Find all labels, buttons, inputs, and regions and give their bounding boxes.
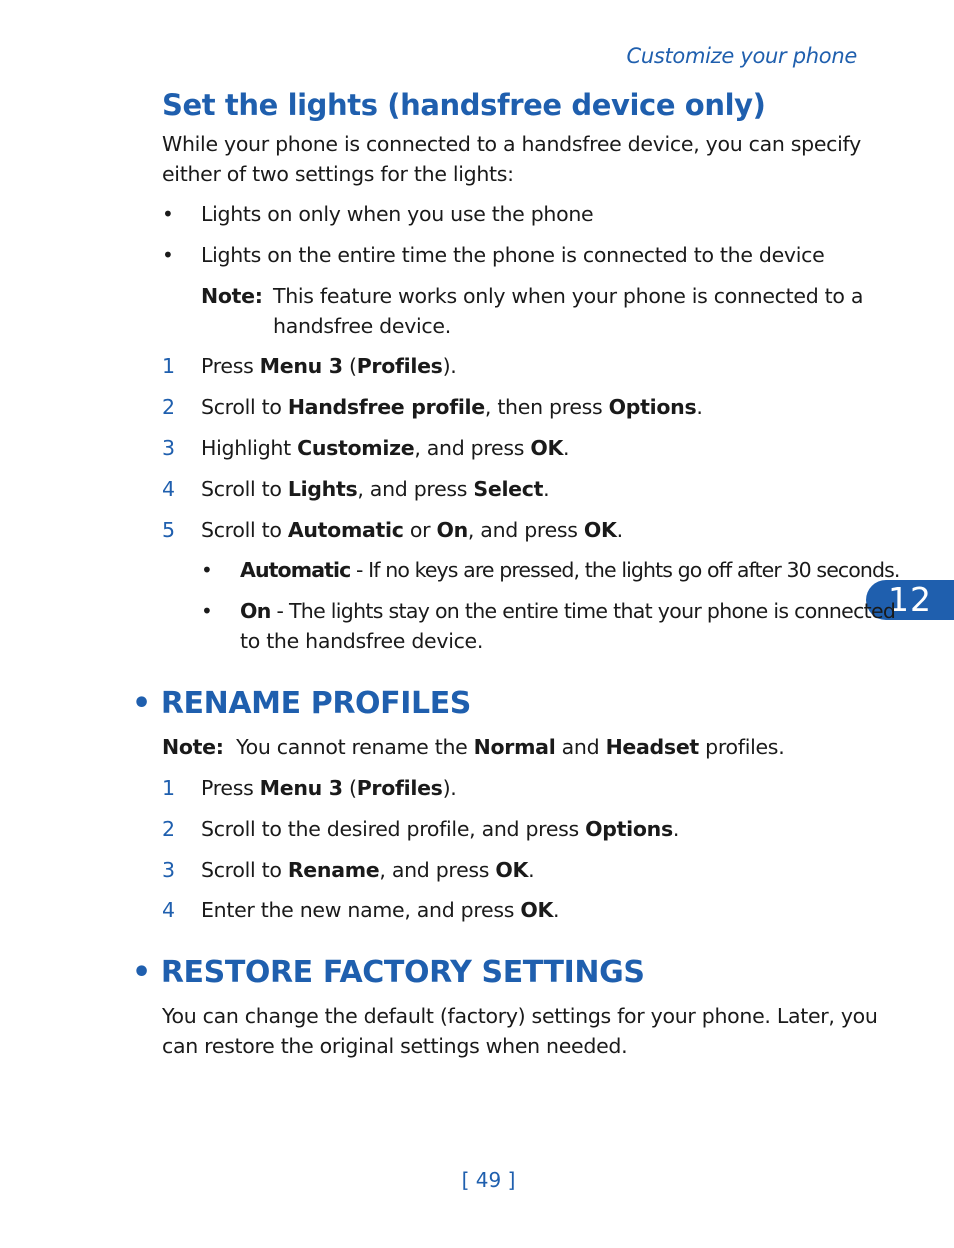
note-line: Note: You cannot rename the Normal and Headset profiles. <box>162 735 785 759</box>
step-text: Scroll to the desired profile, and press Options. <box>201 817 680 841</box>
page-number: [ 49 ] <box>461 1168 516 1192</box>
step-number: 3 <box>162 858 175 882</box>
section-title-set-lights: Set the lights (handsfree device only) <box>162 88 766 122</box>
sub-bullet-text: to the handsfree device. <box>240 629 484 653</box>
sub-bullet-item <box>201 555 213 585</box>
step-text: Enter the new name, and press OK. <box>201 898 560 922</box>
bullet-item <box>162 240 174 270</box>
step-text: Scroll to Lights, and press Select. <box>201 477 550 501</box>
body-text: You can change the default (factory) settings for your phone. Later, you <box>162 1004 878 1028</box>
bullet-item <box>162 199 174 229</box>
body-text: can restore the original settings when needed. <box>162 1034 628 1058</box>
step-number: 5 <box>162 518 175 542</box>
note-text: This feature works only when your phone is connected to a <box>273 284 864 308</box>
section-title-restore-factory-settings: • RESTORE FACTORY SETTINGS <box>132 955 645 990</box>
step-text: Scroll to Handsfree profile, then press Options. <box>201 395 703 419</box>
step-number: 2 <box>162 817 175 841</box>
chapter-tab: 12 <box>866 580 954 620</box>
section-title-rename-profiles: • RENAME PROFILES <box>132 686 471 721</box>
bullet-icon: • <box>201 599 213 623</box>
bullet-icon: • <box>162 243 174 267</box>
step-number: 1 <box>162 354 175 378</box>
sub-bullet-text: On - The lights stay on the entire time that your phone is connected <box>240 599 896 623</box>
step-text: Highlight Customize, and press OK. <box>201 436 570 460</box>
step-text: Scroll to Rename, and press OK. <box>201 858 535 882</box>
sub-bullet-item <box>201 596 213 626</box>
sub-bullet-text: Automatic - If no keys are pressed, the lights go off after 30 seconds. <box>240 558 900 582</box>
step-number: 2 <box>162 395 175 419</box>
note-label: Note: <box>162 735 224 759</box>
note-label: Note: <box>201 284 263 308</box>
bullet-text: Lights on the entire time the phone is connected to the device <box>201 243 825 267</box>
step-number: 3 <box>162 436 175 460</box>
running-head: Customize your phone <box>626 44 857 68</box>
step-text: Press Menu 3 (Profiles). <box>201 776 457 800</box>
bullet-icon: • <box>201 558 213 582</box>
step-number: 1 <box>162 776 175 800</box>
step-number: 4 <box>162 898 175 922</box>
intro-paragraph: While your phone is connected to a handsfree device, you can specify either of two settings for the lights: <box>162 132 861 186</box>
note-text: handsfree device. <box>273 314 451 338</box>
bullet-text: Lights on only when you use the phone <box>201 202 594 226</box>
step-number: 4 <box>162 477 175 501</box>
step-text: Scroll to Automatic or On, and press OK. <box>201 518 623 542</box>
step-text: Press Menu 3 (Profiles). <box>201 354 457 378</box>
bullet-icon: • <box>162 202 174 226</box>
